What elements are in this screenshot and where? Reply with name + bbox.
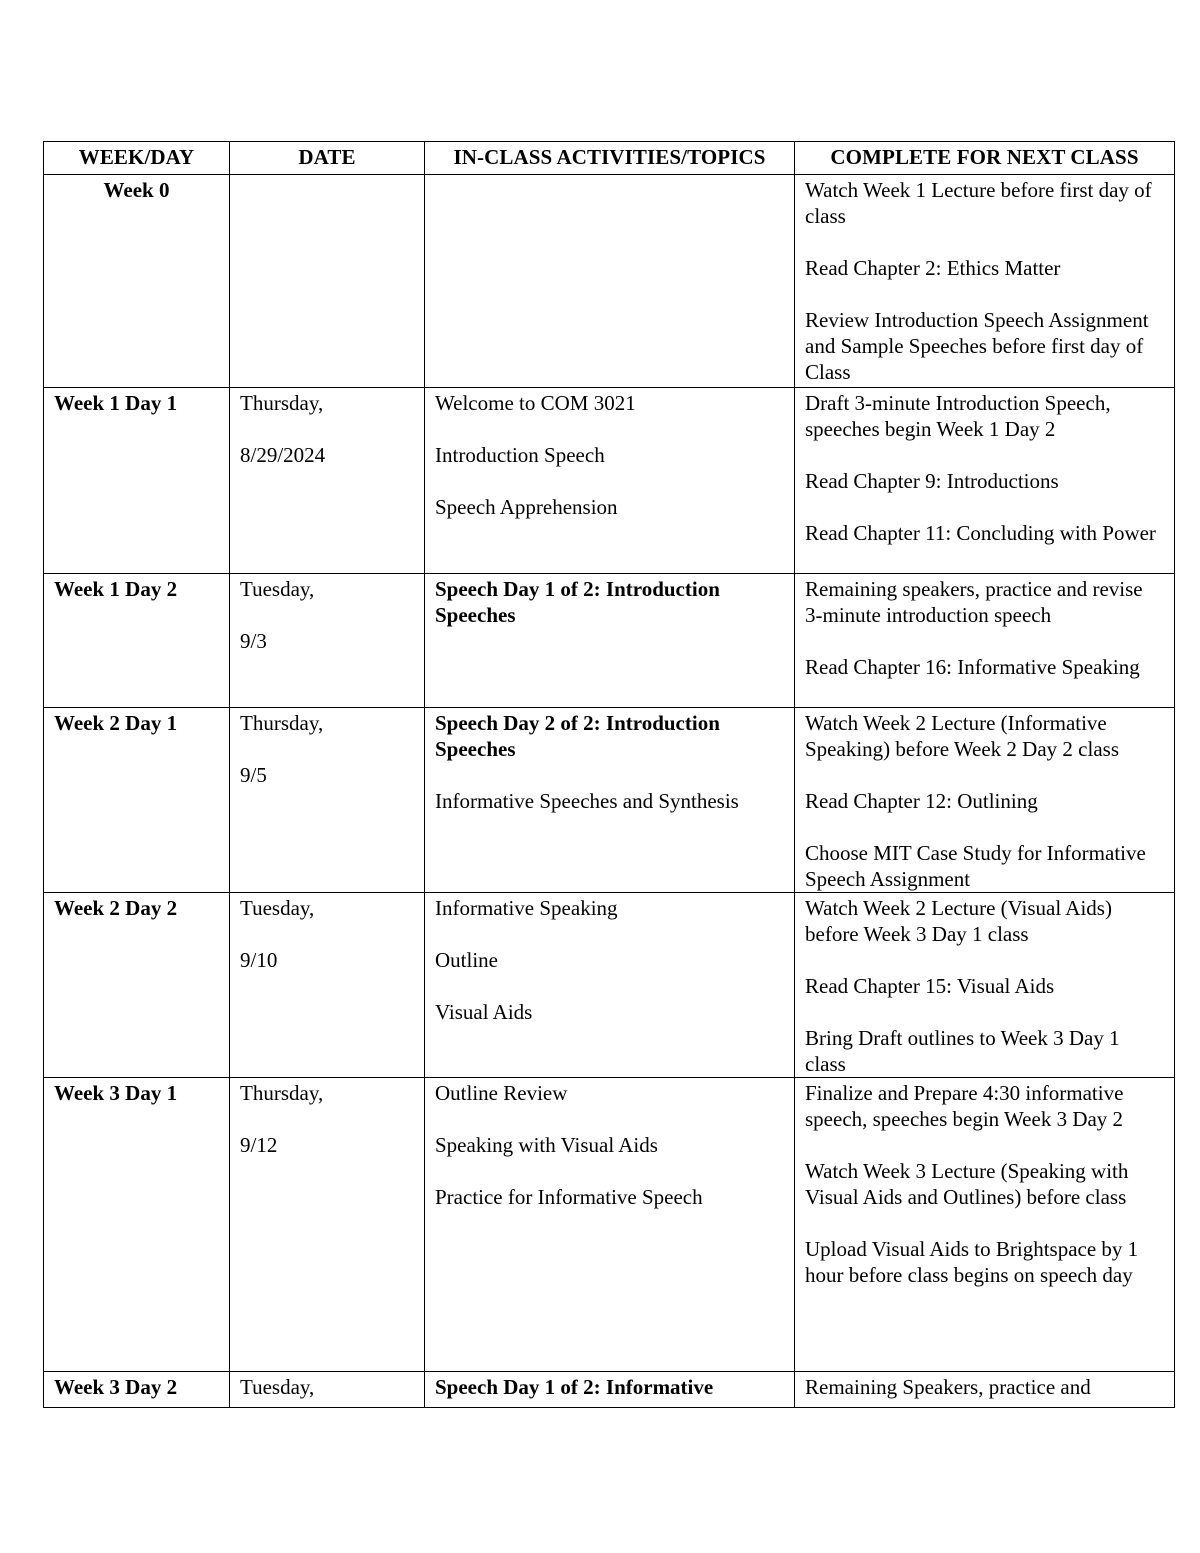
complete-item: Finalize and Prepare 4:30 informative speech, speeches begin Week 3 Day 2 xyxy=(805,1081,1124,1131)
complete-cell xyxy=(795,175,1175,388)
date-day: Tuesday, xyxy=(240,1375,315,1399)
header-complete-next: COMPLETE FOR NEXT CLASS xyxy=(795,142,1175,175)
complete-item: Read Chapter 2: Ethics Matter xyxy=(805,256,1061,280)
date-cell xyxy=(230,388,425,574)
date-value: 9/12 xyxy=(240,1133,278,1157)
table-header-row xyxy=(44,142,1175,175)
activities-cell xyxy=(425,574,795,708)
activities-cell xyxy=(425,1372,795,1408)
complete-item: Watch Week 2 Lecture (Informative Speaking) before Week 2 Day 2 class xyxy=(805,711,1119,761)
date-cell xyxy=(230,175,425,388)
activity-item: Outline Review xyxy=(435,1081,568,1105)
date-value: 8/29/2024 xyxy=(240,443,326,467)
header-activities: IN-CLASS ACTIVITIES/TOPICS xyxy=(425,142,795,175)
complete-item: Review Introduction Speech Assignment and Sample Speeches before first day of Class xyxy=(805,308,1149,384)
complete-item: Read Chapter 16: Informative Speaking xyxy=(805,655,1140,679)
activity-item: Visual Aids xyxy=(435,1000,533,1024)
complete-item: Watch Week 1 Lecture before first day of class xyxy=(805,178,1152,228)
complete-item: Read Chapter 11: Concluding with Power xyxy=(805,521,1156,545)
complete-item: Read Chapter 9: Introductions xyxy=(805,469,1059,493)
table-row xyxy=(44,893,1175,1078)
activities-cell xyxy=(425,1078,795,1372)
complete-item: Bring Draft outlines to Week 3 Day 1 class xyxy=(805,1026,1120,1076)
course-schedule-table xyxy=(43,141,1175,1408)
activities-cell xyxy=(425,708,795,893)
date-cell xyxy=(230,574,425,708)
complete-cell xyxy=(795,574,1175,708)
activity-item: Speaking with Visual Aids xyxy=(435,1133,658,1157)
complete-item: Draft 3-minute Introduction Speech, speeches begin Week 1 Day 2 xyxy=(805,391,1111,441)
header-date: DATE xyxy=(230,142,425,175)
week-label: Week 2 Day 2 xyxy=(54,896,178,920)
activity-item: Practice for Informative Speech xyxy=(435,1185,703,1209)
complete-item: Read Chapter 15: Visual Aids xyxy=(805,974,1055,998)
week-label: Week 2 Day 1 xyxy=(54,711,178,735)
complete-item: Watch Week 2 Lecture (Visual Aids) before Week 3 Day 1 class xyxy=(805,896,1112,946)
week-cell xyxy=(44,893,230,1078)
complete-cell xyxy=(795,708,1175,893)
week-cell xyxy=(44,708,230,893)
week-cell xyxy=(44,1078,230,1372)
complete-cell xyxy=(795,1078,1175,1372)
week-cell xyxy=(44,574,230,708)
complete-item: Remaining Speakers, practice and xyxy=(805,1375,1091,1399)
activities-cell xyxy=(425,893,795,1078)
complete-cell xyxy=(795,388,1175,574)
table-row xyxy=(44,1372,1175,1408)
week-cell xyxy=(44,175,230,388)
week-label: Week 1 Day 1 xyxy=(54,391,178,415)
date-cell xyxy=(230,893,425,1078)
activities-cell xyxy=(425,388,795,574)
activity-item: Informative Speeches and Synthesis xyxy=(435,789,739,813)
speech-day-heading: Speech Day 1 of 2: Informative xyxy=(435,1375,714,1399)
table-row xyxy=(44,388,1175,574)
complete-cell xyxy=(795,893,1175,1078)
activity-item: Outline xyxy=(435,948,498,972)
date-value: 9/3 xyxy=(240,629,267,653)
week-label: Week 1 Day 2 xyxy=(54,577,178,601)
header-week-day: WEEK/DAY xyxy=(44,142,230,175)
complete-item: Choose MIT Case Study for Informative Speech Assignment xyxy=(805,841,1146,891)
complete-item: Watch Week 3 Lecture (Speaking with Visual Aids and Outlines) before class xyxy=(805,1159,1129,1209)
date-day: Thursday, xyxy=(240,1081,324,1105)
activities-cell xyxy=(425,175,795,388)
date-day: Tuesday, xyxy=(240,577,315,601)
speech-day-heading: Speech Day 2 of 2: Introduction Speeches xyxy=(435,711,720,761)
week-cell xyxy=(44,388,230,574)
complete-cell xyxy=(795,1372,1175,1408)
date-value: 9/10 xyxy=(240,948,278,972)
table-row xyxy=(44,175,1175,388)
date-day: Thursday, xyxy=(240,711,324,735)
date-day: Tuesday, xyxy=(240,896,315,920)
speech-day-heading: Speech Day 1 of 2: Introduction Speeches xyxy=(435,577,720,627)
week-cell xyxy=(44,1372,230,1408)
complete-item: Remaining speakers, practice and revise 3-minute introduction speech xyxy=(805,577,1143,627)
activity-item: Welcome to COM 3021 xyxy=(435,391,636,415)
table-row xyxy=(44,574,1175,708)
activity-item: Speech Apprehension xyxy=(435,495,618,519)
complete-item: Read Chapter 12: Outlining xyxy=(805,789,1038,813)
week-label: Week 3 Day 2 xyxy=(54,1375,178,1399)
date-cell xyxy=(230,708,425,893)
date-cell xyxy=(230,1078,425,1372)
date-day: Thursday, xyxy=(240,391,324,415)
complete-item: Upload Visual Aids to Brightspace by 1 hour before class begins on speech day xyxy=(805,1237,1139,1287)
activity-item: Introduction Speech xyxy=(435,443,605,467)
week-label: Week 0 xyxy=(103,178,170,202)
date-cell xyxy=(230,1372,425,1408)
date-value: 9/5 xyxy=(240,763,267,787)
table-row xyxy=(44,708,1175,893)
table-row xyxy=(44,1078,1175,1372)
week-label: Week 3 Day 1 xyxy=(54,1081,178,1105)
activity-item: Informative Speaking xyxy=(435,896,618,920)
